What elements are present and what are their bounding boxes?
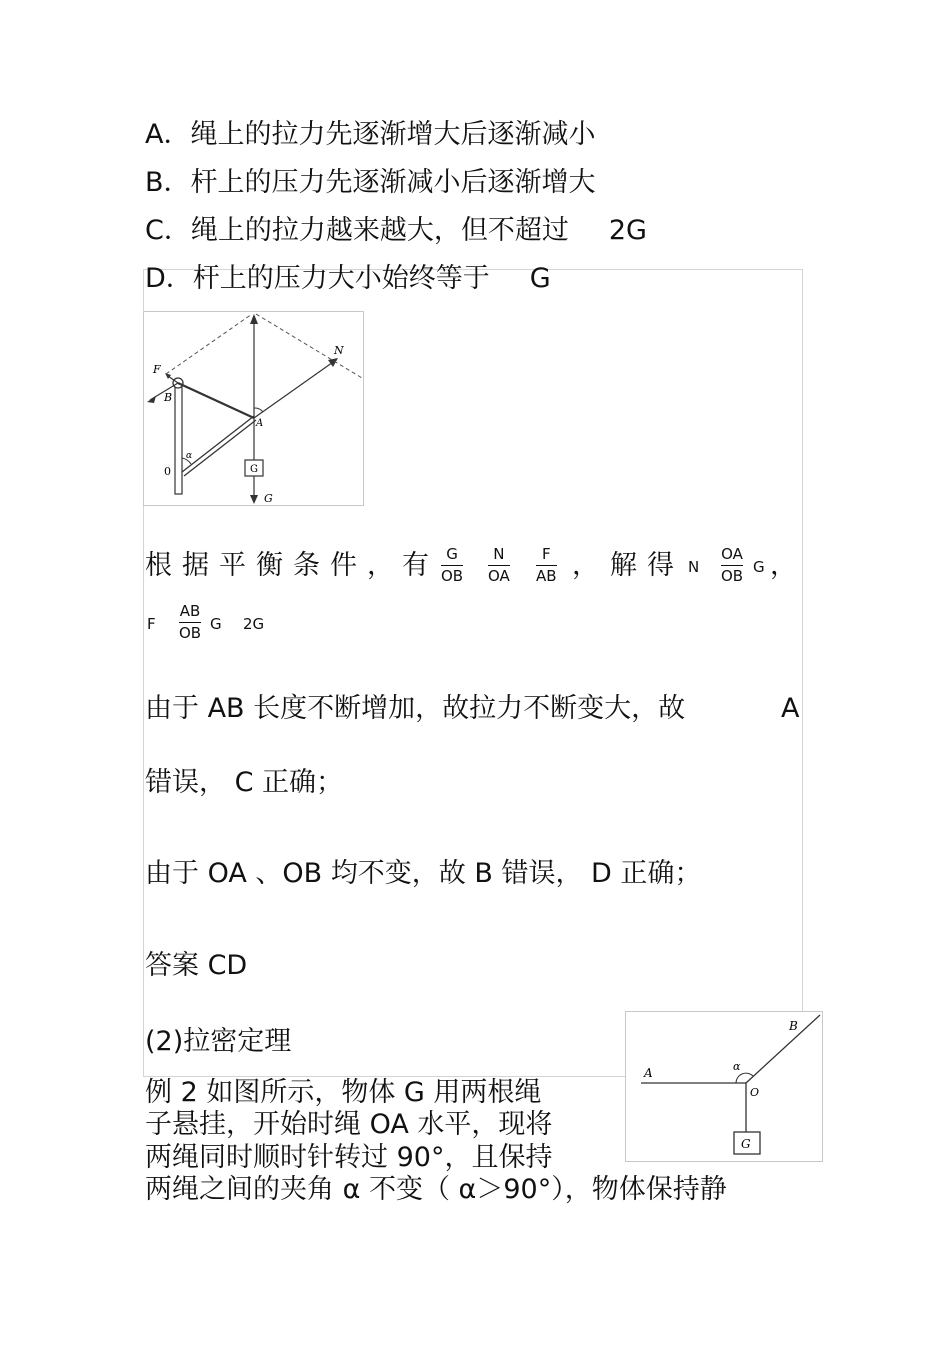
symbol-g-2: G bbox=[210, 615, 222, 633]
label-g-arrow: G bbox=[264, 492, 273, 505]
label-a: A bbox=[256, 418, 264, 429]
label-g-box: G bbox=[250, 464, 258, 475]
fraction-oa-ob: OA OB bbox=[721, 545, 744, 585]
comma-2: ， bbox=[770, 550, 797, 581]
symbol-f: F bbox=[147, 615, 156, 633]
label-o: 0 bbox=[164, 465, 171, 478]
force-diagram-1 bbox=[143, 311, 364, 506]
explanation-line-3: 由于 OA 、OB 均不变，故 B 错误， D 正确； bbox=[145, 858, 702, 889]
fraction-n-oa: N OA bbox=[488, 545, 510, 585]
label-o2: O bbox=[750, 1086, 760, 1099]
option-c: C．绳上的拉力越来越大，但不超过 2G bbox=[145, 215, 647, 246]
example-line-1: 例 2 如图所示，物体 G 用两根绳 bbox=[145, 1077, 542, 1108]
example-line-4: 两绳之间的夹角 α 不变（ α＞90°），物体保持静 bbox=[145, 1174, 727, 1205]
example-line-3: 两绳同时顺时针转过 90°，且保持 bbox=[145, 1142, 553, 1173]
solution-intro: 根据平衡条件， bbox=[145, 550, 404, 581]
fraction-g-ob: G OB bbox=[441, 545, 464, 585]
section-heading: (2)拉密定理 bbox=[145, 1026, 292, 1057]
answer-line: 答案 CD bbox=[145, 950, 248, 981]
option-d: D．杆上的压力大小始终等于 G bbox=[145, 263, 551, 294]
label-alpha2: α bbox=[733, 1060, 741, 1073]
solution-solve: 解得 bbox=[610, 550, 684, 581]
option-a: A．绳上的拉力先逐渐增大后逐渐减小 bbox=[145, 119, 596, 150]
fraction-ab-ob: AB OB bbox=[179, 602, 202, 642]
comma-1: ， bbox=[572, 550, 599, 581]
explanation-line-1: 由于 AB 长度不断增加，故拉力不断变大，故 bbox=[145, 693, 686, 724]
symbol-g-1: G bbox=[753, 558, 765, 576]
solution-you: 有 bbox=[402, 550, 429, 581]
symbol-n: N bbox=[688, 558, 700, 576]
label-b2: B bbox=[789, 1019, 798, 1033]
option-b: B．杆上的压力先逐渐减小后逐渐增大 bbox=[145, 167, 596, 198]
label-a2: A bbox=[644, 1066, 653, 1080]
fraction-f-ab: F AB bbox=[536, 545, 557, 585]
example-line-2: 子悬挂，开始时绳 OA 水平，现将 bbox=[145, 1109, 553, 1140]
force-diagram-2 bbox=[625, 1011, 823, 1162]
label-g2: G bbox=[741, 1137, 751, 1151]
label-n: N bbox=[334, 344, 344, 357]
explanation-line-1-tail: A bbox=[781, 693, 800, 724]
label-f: F bbox=[153, 363, 161, 376]
label-b: B bbox=[164, 391, 173, 404]
label-alpha: α bbox=[186, 451, 193, 461]
symbol-2g: 2G bbox=[243, 615, 265, 633]
explanation-line-2: 错误， C 正确； bbox=[145, 767, 344, 798]
